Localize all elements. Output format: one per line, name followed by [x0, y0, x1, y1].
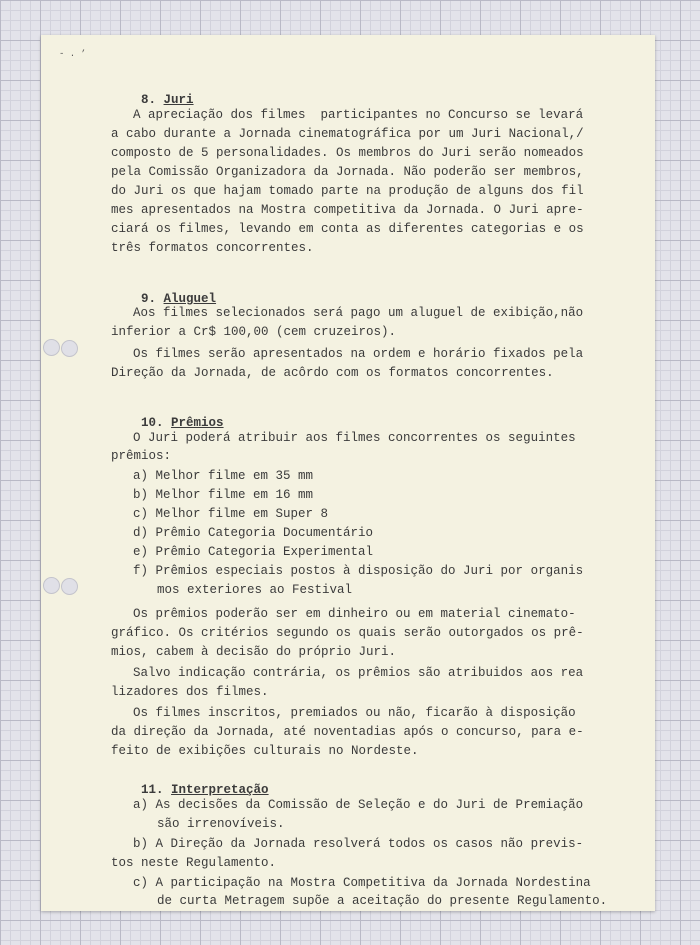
list-item: tos neste Regulamento. — [111, 856, 277, 870]
body-line: A apreciação dos filmes participantes no Concurso se levará — [133, 108, 584, 122]
body-line: Os filmes serão apresentados na ordem e horário fixados pela — [133, 347, 584, 361]
body-line: O Juri poderá atribuir aos filmes concorrentes os seguintes — [133, 431, 576, 445]
section-title: Prêmios — [171, 416, 224, 430]
corner-mark: - . ’ — [59, 49, 87, 59]
body-line: pela Comissão Organizadora da Jornada. Não poderão ser membros, — [111, 165, 584, 179]
punch-hole-bottom — [43, 577, 60, 594]
list-item: e) Prêmio Categoria Experimental — [133, 545, 374, 559]
document-page — [41, 35, 655, 911]
body-line: inferior a Cr$ 100,00 (cem cruzeiros). — [111, 325, 397, 339]
punch-hole-top-2 — [61, 340, 78, 357]
body-line: gráfico. Os critérios segundo os quais serão outorgados os prê- — [111, 626, 584, 640]
section-number: 9. — [141, 292, 157, 306]
body-line: Direção da Jornada, de acôrdo com os formatos concorrentes. — [111, 366, 554, 380]
list-item: a) Melhor filme em 35 mm — [133, 469, 314, 483]
section-title: Aluguel — [163, 292, 217, 306]
body-line: a cabo durante a Jornada cinematográfica por um Juri Nacional,/ — [111, 127, 584, 141]
section-number: 11. — [141, 783, 164, 797]
body-line: prêmios: — [111, 449, 172, 463]
list-item: d) Prêmio Categoria Documentário — [133, 526, 374, 540]
body-line: ciará os filmes, levando em conta as diferentes categorias e os — [111, 222, 584, 236]
section-title: Juri — [163, 93, 194, 107]
list-item: a) As decisões da Comissão de Seleção e do Juri de Premiação — [133, 798, 584, 812]
list-item: c) Melhor filme em Super 8 — [133, 507, 329, 521]
list-item: mos exteriores ao Festival — [157, 583, 353, 597]
body-line: mios, cabem à decisão do próprio Juri. — [111, 645, 397, 659]
list-item: c) A participação na Mostra Competitiva da Jornada Nordestina — [133, 876, 591, 890]
body-line: composto de 5 personalidades. Os membros do Juri serão nomeados — [111, 146, 584, 160]
body-line: mes apresentados na Mostra competitiva da Jornada. O Juri apre- — [111, 203, 584, 217]
section-title: Interpretação — [171, 783, 269, 797]
punch-hole-top — [43, 339, 60, 356]
list-item: f) Prêmios especiais postos à disposição do Juri por organis — [133, 564, 584, 578]
body-line: feito de exibições culturais no Nordeste. — [111, 744, 419, 758]
body-line: Os filmes inscritos, premiados ou não, ficarão à disposição — [133, 706, 576, 720]
body-line: Os prêmios poderão ser em dinheiro ou em material cinemato- — [133, 607, 576, 621]
body-line: da direção da Jornada, até noventadias após o concurso, para e- — [111, 725, 584, 739]
body-line: do Juri os que hajam tomado parte na produção de alguns dos fil — [111, 184, 584, 198]
list-item: de curta Metragem supõe a aceitação do presente Regulamento. — [157, 894, 608, 908]
section-number: 8. — [141, 93, 157, 107]
body-line: três formatos concorrentes. — [111, 241, 314, 255]
body-line: lizadores dos filmes. — [111, 685, 269, 699]
body-line: Salvo indicação contrária, os prêmios são atribuidos aos rea — [133, 666, 584, 680]
list-item: b) A Direção da Jornada resolverá todos os casos não previs- — [133, 837, 584, 851]
body-line: Aos filmes selecionados será pago um aluguel de exibição,não — [133, 306, 584, 320]
section-number: 10. — [141, 416, 164, 430]
punch-hole-bottom-2 — [61, 578, 78, 595]
list-item: são irrenovíveis. — [157, 817, 285, 831]
list-item: b) Melhor filme em 16 mm — [133, 488, 314, 502]
